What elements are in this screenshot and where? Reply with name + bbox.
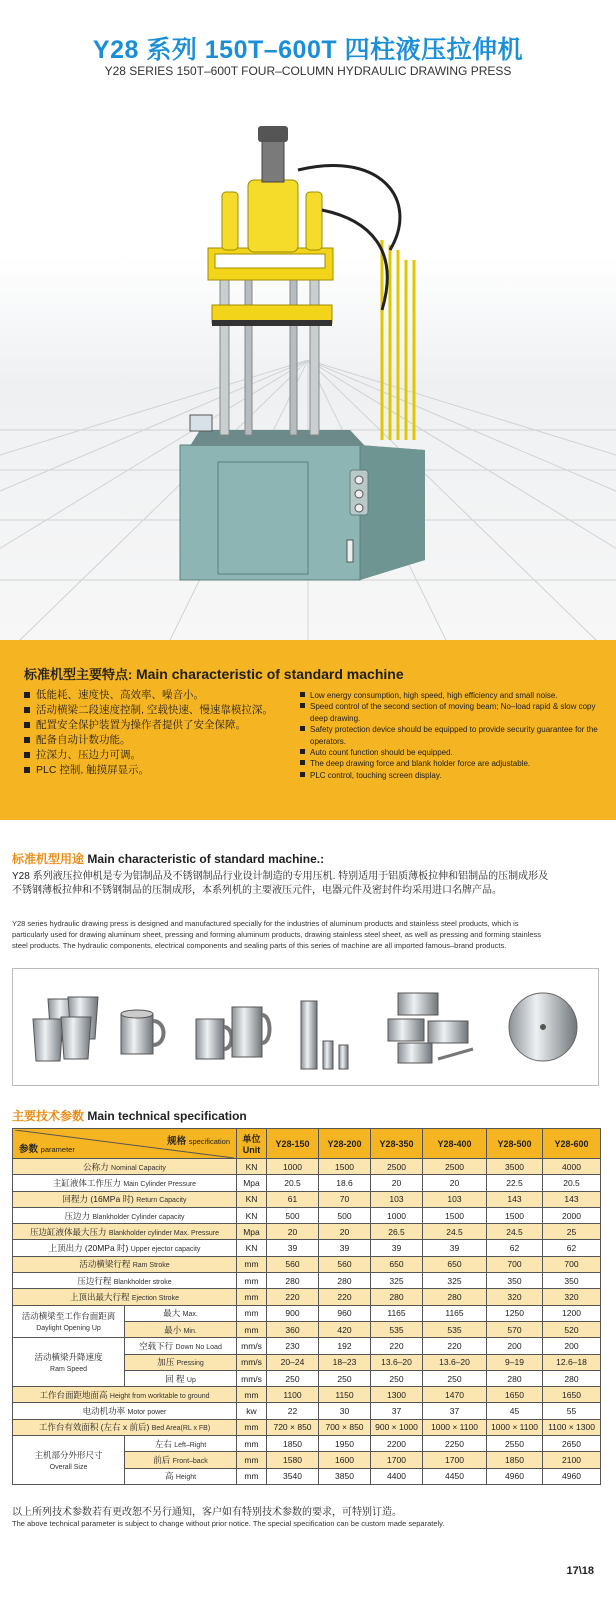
- value-cell: 1650: [487, 1387, 543, 1403]
- row-label-cn: 活动横梁升降速度: [34, 1352, 103, 1363]
- spec-heading: [12, 1107, 247, 1124]
- unit-cell: mm: [237, 1256, 267, 1272]
- value-cell: 1470: [423, 1387, 487, 1403]
- table-row: [13, 1159, 601, 1175]
- plate-image: [503, 979, 583, 1077]
- row-label-cn: 最大: [163, 1308, 181, 1319]
- value-cell: 2550: [487, 1436, 543, 1452]
- table-row: [13, 1419, 601, 1435]
- model-header: Y28-350: [371, 1129, 423, 1159]
- footer-note-en: The above technical parameter is subject to change without prior notice. The special specification can be custom made separately.: [12, 1519, 445, 1528]
- model-header: Y28-400: [423, 1129, 487, 1159]
- hero-section: [0, 0, 616, 640]
- value-cell: 500: [319, 1207, 371, 1223]
- spec-header-unit-en: Unit: [242, 1145, 261, 1155]
- model-header: Y28-600: [543, 1129, 601, 1159]
- row-label-cn: 电动机功率: [82, 1406, 126, 1417]
- value-cell: 1165: [423, 1305, 487, 1321]
- unit-cell: mm: [237, 1436, 267, 1452]
- features-list-en: [300, 690, 600, 781]
- value-cell: 12.6–18: [543, 1354, 601, 1370]
- value-cell: 24.5: [487, 1224, 543, 1240]
- value-cell: 230: [267, 1338, 319, 1354]
- spec-header-unit-cn: 单位: [242, 1134, 261, 1144]
- value-cell: 280: [487, 1370, 543, 1386]
- value-cell: 62: [543, 1240, 601, 1256]
- unit-cell: mm: [237, 1419, 267, 1435]
- value-cell: 2250: [423, 1436, 487, 1452]
- value-cell: 1950: [319, 1436, 371, 1452]
- unit-cell: mm: [237, 1273, 267, 1289]
- row-label-en: Ram Stroke: [132, 1262, 170, 1270]
- row-label: [125, 1468, 237, 1484]
- features-heading-cn: 标准机型主要特点:: [24, 667, 133, 682]
- value-cell: 1600: [319, 1452, 371, 1468]
- row-label: [13, 1175, 237, 1191]
- usage-heading: [12, 850, 324, 867]
- row-label-en: Pressing: [176, 1360, 204, 1368]
- value-cell: 1500: [319, 1159, 371, 1175]
- row-label: [125, 1338, 237, 1354]
- row-label: [13, 1224, 237, 1240]
- value-cell: 220: [319, 1289, 371, 1305]
- value-cell: 4450: [423, 1468, 487, 1484]
- row-label-en: Overall Size: [49, 1463, 88, 1471]
- list-item: 低能耗、速度快、高效率、噪音小。: [24, 688, 294, 703]
- list-item: Safety protection device should be equipped to provide security guarantee for the operators.: [300, 724, 600, 747]
- value-cell: 30: [319, 1403, 371, 1419]
- value-cell: 4000: [543, 1159, 601, 1175]
- spec-header-unit: [237, 1129, 267, 1159]
- row-label: [125, 1321, 237, 1337]
- table-row: [13, 1256, 601, 1272]
- unit-cell: kw: [237, 1403, 267, 1419]
- unit-cell: mm/s: [237, 1354, 267, 1370]
- value-cell: 1500: [487, 1207, 543, 1223]
- row-label-en: Main Cylinder Pressure: [123, 1180, 197, 1188]
- unit-cell: mm: [237, 1452, 267, 1468]
- value-cell: 70: [319, 1191, 371, 1207]
- value-cell: 250: [423, 1370, 487, 1386]
- usage-text-en: Y28 series hydraulic drawing press is designed and manufactured specially for the industries of aluminum products and stainless steel products, which is particularly used for drawing aluminum sheet, pressing and forming aluminum products, drawing stainless steel sheet, as well as pressing and forming stainless steel products. The hydraulic components, electrical components and sealing parts of this series of machine are all imported famous–brand products.: [12, 919, 542, 950]
- list-item: PLC 控制, 触摸屏显示。: [24, 763, 294, 778]
- unit-cell: Mpa: [237, 1224, 267, 1240]
- value-cell: 280: [267, 1273, 319, 1289]
- value-cell: 250: [267, 1370, 319, 1386]
- table-row: [13, 1224, 601, 1240]
- table-row: [13, 1207, 601, 1223]
- value-cell: 39: [423, 1240, 487, 1256]
- row-label: [125, 1452, 237, 1468]
- value-cell: 325: [423, 1273, 487, 1289]
- value-cell: 20: [371, 1175, 423, 1191]
- row-label-en: Blankholder stroke: [113, 1278, 172, 1286]
- value-cell: 900 × 1000: [371, 1419, 423, 1435]
- value-cell: 700: [487, 1256, 543, 1272]
- value-cell: 1580: [267, 1452, 319, 1468]
- row-label: [13, 1191, 237, 1207]
- value-cell: 2000: [543, 1207, 601, 1223]
- mug-image: [113, 979, 173, 1077]
- list-item: Low energy consumption, high speed, high efficiency and small noise.: [300, 690, 600, 701]
- table-row: [13, 1191, 601, 1207]
- cookware-set-image: [378, 979, 478, 1077]
- stacked-cups-image: [23, 979, 103, 1077]
- value-cell: 1700: [423, 1452, 487, 1468]
- value-cell: 325: [371, 1273, 423, 1289]
- table-row: [13, 1387, 601, 1403]
- value-cell: 37: [371, 1403, 423, 1419]
- row-label-cn: 最小: [164, 1324, 182, 1335]
- row-label-en: Height: [175, 1474, 197, 1482]
- row-label-cn: 上顶出最大行程: [70, 1292, 130, 1303]
- value-cell: 1850: [267, 1436, 319, 1452]
- value-cell: 62: [487, 1240, 543, 1256]
- row-label-cn: 公称力: [83, 1161, 109, 1172]
- value-cell: 1100 × 1300: [543, 1419, 601, 1435]
- usage-text-cn: Y28 系列液压拉伸机是专为铝制品及不锈钢制品行业设计制造的专用压机. 特别适用于铝质薄板拉伸和铝制品的压制成形及不锈钢薄板拉伸和不锈钢制品的压制成形，本系列机的主要液压元件，电器元件及密封件均采用进口名牌产品。: [12, 871, 549, 896]
- row-label-en: Front–back: [172, 1457, 208, 1465]
- product-samples: [12, 968, 599, 1086]
- list-item: 拉深力、压边力可调。: [24, 748, 294, 763]
- value-cell: 220: [423, 1338, 487, 1354]
- value-cell: 103: [371, 1191, 423, 1207]
- row-label: [125, 1354, 237, 1370]
- value-cell: 2650: [543, 1436, 601, 1452]
- value-cell: 280: [543, 1370, 601, 1386]
- row-label-cn: 压边力: [64, 1210, 90, 1221]
- row-label: [13, 1256, 237, 1272]
- unit-cell: mm/s: [237, 1370, 267, 1386]
- row-label-cn: 回 程: [165, 1373, 185, 1384]
- row-label-en: Max.: [182, 1311, 198, 1319]
- value-cell: 250: [371, 1370, 423, 1386]
- value-cell: 2200: [371, 1436, 423, 1452]
- value-cell: 22: [267, 1403, 319, 1419]
- value-cell: 900: [267, 1305, 319, 1321]
- value-cell: 3540: [267, 1468, 319, 1484]
- table-row: [13, 1305, 601, 1321]
- value-cell: 4960: [487, 1468, 543, 1484]
- unit-cell: KN: [237, 1191, 267, 1207]
- value-cell: 61: [267, 1191, 319, 1207]
- table-row: [13, 1175, 601, 1191]
- spec-header-param-en: parameter: [40, 1144, 75, 1154]
- row-label-en: Return Capacity: [136, 1197, 187, 1205]
- unit-cell: KN: [237, 1159, 267, 1175]
- value-cell: 200: [543, 1338, 601, 1354]
- value-cell: 1150: [319, 1387, 371, 1403]
- spec-header-spec-cn: 规格: [167, 1135, 187, 1147]
- value-cell: 103: [423, 1191, 487, 1207]
- value-cell: 1000: [267, 1159, 319, 1175]
- value-cell: 20: [319, 1224, 371, 1240]
- value-cell: 1850: [487, 1452, 543, 1468]
- value-cell: 560: [267, 1256, 319, 1272]
- row-label: [13, 1240, 237, 1256]
- value-cell: 200: [487, 1338, 543, 1354]
- value-cell: 20.5: [267, 1175, 319, 1191]
- row-label: [13, 1273, 237, 1289]
- row-label-cn: 工作台有效面积 (左右 x 前后): [38, 1422, 150, 1433]
- row-label-en: Height from worktable to ground: [109, 1392, 210, 1400]
- unit-cell: mm/s: [237, 1338, 267, 1354]
- features-heading: [24, 664, 404, 683]
- unit-cell: KN: [237, 1240, 267, 1256]
- table-row: [13, 1240, 601, 1256]
- value-cell: 3850: [319, 1468, 371, 1484]
- value-cell: 420: [319, 1321, 371, 1337]
- row-label: [13, 1387, 237, 1403]
- row-label-cn: 工作台面距地面高: [39, 1389, 108, 1400]
- row-label-cn: 空载下行: [139, 1340, 174, 1351]
- value-cell: 535: [371, 1321, 423, 1337]
- value-cell: 18–23: [319, 1354, 371, 1370]
- row-label: [125, 1305, 237, 1321]
- value-cell: 500: [267, 1207, 319, 1223]
- list-item: The deep drawing force and blank holder force are adjustable.: [300, 758, 600, 769]
- row-label-en: Left–Right: [174, 1441, 207, 1449]
- value-cell: 39: [319, 1240, 371, 1256]
- value-cell: 280: [423, 1289, 487, 1305]
- row-label-cn: 压边缸液体最大压力: [30, 1226, 107, 1237]
- row-label-cn: 加压: [157, 1357, 175, 1368]
- value-cell: 45: [487, 1403, 543, 1419]
- value-cell: 20–24: [267, 1354, 319, 1370]
- usage-heading-cn: 标准机型用途: [12, 852, 85, 866]
- row-label: [125, 1370, 237, 1386]
- value-cell: 350: [543, 1273, 601, 1289]
- row-label: [125, 1436, 237, 1452]
- row-label-cn: 活动横梁至工作台面距离: [21, 1311, 116, 1322]
- row-label: [13, 1207, 237, 1223]
- list-item: 配备自动计数功能。: [24, 733, 294, 748]
- value-cell: 39: [371, 1240, 423, 1256]
- value-cell: 1000 × 1100: [423, 1419, 487, 1435]
- list-item: Auto count function should be equipped.: [300, 747, 600, 758]
- value-cell: 20.5: [543, 1175, 601, 1191]
- value-cell: 1500: [423, 1207, 487, 1223]
- unit-cell: mm: [237, 1289, 267, 1305]
- row-label-en: Motor power: [127, 1409, 167, 1417]
- value-cell: 535: [423, 1321, 487, 1337]
- row-label-cn: 压边行程: [77, 1275, 112, 1286]
- value-cell: 960: [319, 1305, 371, 1321]
- row-label-en: Blankholder Cylinder capacity: [92, 1213, 185, 1221]
- features-heading-en: Main characteristic of standard machine: [135, 666, 404, 682]
- value-cell: 4400: [371, 1468, 423, 1484]
- value-cell: 39: [267, 1240, 319, 1256]
- value-cell: 1165: [371, 1305, 423, 1321]
- value-cell: 1000: [371, 1207, 423, 1223]
- list-item: 活动横梁二段速度控制, 空载快速、慢速靠模拉深。: [24, 703, 294, 718]
- value-cell: 1250: [487, 1305, 543, 1321]
- spec-header-spec-en: specification: [188, 1136, 230, 1146]
- value-cell: 4960: [543, 1468, 601, 1484]
- value-cell: 24.5: [423, 1224, 487, 1240]
- value-cell: 560: [319, 1256, 371, 1272]
- row-label-en: Ram Speed: [50, 1366, 87, 1374]
- spec-header-param-cell: [13, 1129, 237, 1159]
- row-label-cn: 前后: [153, 1454, 171, 1465]
- value-cell: 26.5: [371, 1224, 423, 1240]
- unit-cell: mm: [237, 1387, 267, 1403]
- value-cell: 320: [487, 1289, 543, 1305]
- value-cell: 720 × 850: [267, 1419, 319, 1435]
- unit-cell: mm: [237, 1321, 267, 1337]
- list-item: PLC control, touching screen display.: [300, 770, 600, 781]
- value-cell: 9–19: [487, 1354, 543, 1370]
- row-label-en: Down No Load: [175, 1343, 222, 1351]
- row-label-en: Min.: [183, 1327, 197, 1335]
- list-item: Speed control of the second section of moving beam; No–load rapid & slow copy deep drawing.: [300, 701, 600, 724]
- model-header: Y28-500: [487, 1129, 543, 1159]
- value-cell: 350: [487, 1273, 543, 1289]
- row-label: [13, 1436, 125, 1485]
- value-cell: 1650: [543, 1387, 601, 1403]
- unit-cell: Mpa: [237, 1175, 267, 1191]
- spec-header-param-cn: 参数: [19, 1143, 39, 1155]
- table-row: [13, 1436, 601, 1452]
- page-title: Y28 系列 150T–600T 四柱液压拉伸机: [92, 36, 524, 64]
- row-label-cn: 回程力 (16MPa 时): [62, 1194, 134, 1205]
- features-panel: [0, 640, 616, 820]
- table-row: [13, 1289, 601, 1305]
- row-label-en: Daylight Opening Up: [36, 1325, 101, 1333]
- value-cell: 1200: [543, 1305, 601, 1321]
- value-cell: 13.6–20: [423, 1354, 487, 1370]
- value-cell: 250: [319, 1370, 371, 1386]
- spec-heading-cn: 主要技术参数: [12, 1109, 85, 1123]
- value-cell: 360: [267, 1321, 319, 1337]
- row-label: [13, 1289, 237, 1305]
- features-list-cn: [24, 688, 294, 778]
- row-label-cn: 主机部分外形尺寸: [34, 1449, 103, 1460]
- footer-note-cn: 以上所列技术参数若有更改恕不另行通知，客户如有特别技术参数的要求，可特别订造。: [12, 1507, 402, 1518]
- row-label: [13, 1403, 237, 1419]
- row-label-en: Upper ejector capacity: [130, 1246, 201, 1254]
- spec-header-row: [13, 1129, 601, 1159]
- value-cell: 2500: [371, 1159, 423, 1175]
- value-cell: 280: [371, 1289, 423, 1305]
- value-cell: 220: [371, 1338, 423, 1354]
- value-cell: 143: [487, 1191, 543, 1207]
- usage-heading-en: Main characteristic of standard machine.:: [87, 852, 325, 866]
- value-cell: 280: [319, 1273, 371, 1289]
- row-label-cn: 高: [164, 1471, 174, 1482]
- row-label: [13, 1305, 125, 1338]
- value-cell: 1100: [267, 1387, 319, 1403]
- value-cell: 1700: [371, 1452, 423, 1468]
- row-label: [13, 1419, 237, 1435]
- value-cell: 18.6: [319, 1175, 371, 1191]
- row-label-en: Blankholder cylinder Max. Pressure: [108, 1229, 219, 1237]
- row-label-cn: 主缸液体工作压力: [52, 1177, 121, 1188]
- value-cell: 55: [543, 1403, 601, 1419]
- row-label-en: Up: [186, 1376, 196, 1384]
- spec-heading-en: Main technical specification: [87, 1109, 247, 1123]
- value-cell: 1000 × 1100: [487, 1419, 543, 1435]
- value-cell: 1300: [371, 1387, 423, 1403]
- value-cell: 20: [267, 1224, 319, 1240]
- table-row: [13, 1273, 601, 1289]
- unit-cell: mm: [237, 1305, 267, 1321]
- page-subtitle: Y28 SERIES 150T–600T FOUR–COLUMN HYDRAULIC DRAWING PRESS: [104, 64, 512, 78]
- value-cell: 700 × 850: [319, 1419, 371, 1435]
- row-label-en: Ejection Stroke: [131, 1295, 179, 1303]
- table-row: [13, 1403, 601, 1419]
- unit-cell: mm: [237, 1468, 267, 1484]
- row-label-cn: 活动横梁行程: [79, 1259, 131, 1270]
- value-cell: 570: [487, 1321, 543, 1337]
- row-label-en: Bed Area(RL x FB): [151, 1425, 211, 1433]
- value-cell: 3500: [487, 1159, 543, 1175]
- table-row: [13, 1338, 601, 1354]
- value-cell: 650: [423, 1256, 487, 1272]
- list-item: 配置安全保护装置为操作者提供了安全保障。: [24, 718, 294, 733]
- hydraulic-press-illustration: [150, 110, 450, 590]
- model-header: Y28-150: [267, 1129, 319, 1159]
- pitchers-image: [188, 979, 273, 1077]
- value-cell: 650: [371, 1256, 423, 1272]
- model-header: Y28-200: [319, 1129, 371, 1159]
- value-cell: 520: [543, 1321, 601, 1337]
- value-cell: 20: [423, 1175, 487, 1191]
- value-cell: 220: [267, 1289, 319, 1305]
- value-cell: 13.6–20: [371, 1354, 423, 1370]
- value-cell: 2100: [543, 1452, 601, 1468]
- row-label-cn: 左右: [154, 1438, 172, 1449]
- spec-table: [12, 1128, 601, 1485]
- row-label-cn: 上顶出力 (20MPa 时): [48, 1243, 129, 1254]
- cylinders-image: [293, 979, 353, 1077]
- row-label-en: Nominal Capacity: [111, 1164, 166, 1172]
- value-cell: 25: [543, 1224, 601, 1240]
- row-label: [13, 1338, 125, 1387]
- row-label: [13, 1159, 237, 1175]
- value-cell: 320: [543, 1289, 601, 1305]
- value-cell: 143: [543, 1191, 601, 1207]
- value-cell: 192: [319, 1338, 371, 1354]
- value-cell: 700: [543, 1256, 601, 1272]
- unit-cell: KN: [237, 1207, 267, 1223]
- value-cell: 2500: [423, 1159, 487, 1175]
- value-cell: 37: [423, 1403, 487, 1419]
- value-cell: 22.5: [487, 1175, 543, 1191]
- page-number: 17\18: [566, 1565, 594, 1577]
